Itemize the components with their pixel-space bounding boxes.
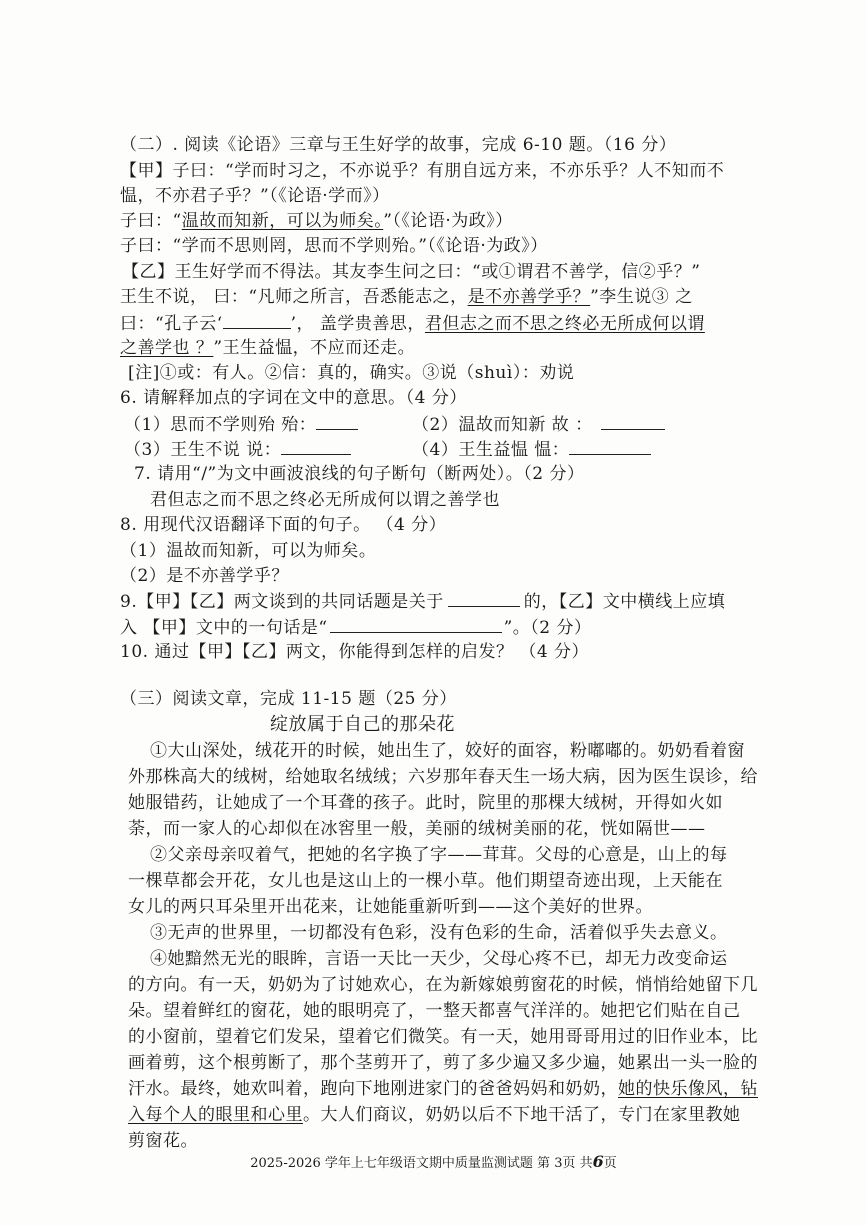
q6-answer-1[interactable] [316,413,358,430]
question-9-line-2 [120,616,592,639]
jia-line-3-a: 子曰：“ [120,211,182,231]
yi-line-2-underlined: 是不亦善学乎？ [467,287,591,307]
article-title: 绽放属于自己的那朵花 [270,714,455,735]
p1-line-3: 她服错药，让她成了一个耳聋的孩子。此时，院里的那棵大绒树，开得如火如 [128,793,723,813]
p4-line-3: 朵。望着鲜红的窗花，她的眼明亮了，一整天都喜气洋洋的。她把它们贴在自己 [128,1001,741,1021]
jia-line-4: 子曰：“学而不思则罔，思而不学则殆。”（《论语·为政》） [120,236,548,256]
p4-line-5: 画着剪，这个根剪断了，那个茎剪开了，剪了多少遍又多少遍，她累出一头一脸的 [128,1053,758,1073]
yi-line-1: 【乙】王生好学而不得法。其友李生问之曰：“或①谓君不善学，信②乎？” [122,262,701,282]
q6-item-3-text: （3）王生不说 说： [124,440,282,460]
quote-blank[interactable] [223,312,291,329]
p4-line-2: 的方向。有一天，奶奶为了讨她欢心，在为新嫁娘剪窗花的时候，悄悄给她留下几 [128,975,758,995]
jia-line-3-underlined: 温故而知新，可以为师矣。 [181,211,384,231]
question-6: 6. 请解释加点的字词在文中的意思。（4 分） [120,388,467,408]
q8-item-2: （2）是不亦善学乎？ [120,566,289,586]
footer-text: 2025-2026 学年上七年级语文期中质量监测试题 第 3页 共 [250,1156,593,1171]
p1-line-4: 荼，而一家人的心却似在冰窖里一般，美丽的绒树美丽的花，恍如隔世—— [128,819,706,839]
p4-line-6-underlined: 她的快乐像风，钻 [618,1079,758,1099]
q9-topic-blank[interactable] [448,590,520,607]
yi-line-2-b: ”李生说③ 之 [590,287,693,307]
q6-item-3 [124,438,351,461]
p4-line-7 [128,1104,741,1126]
q9-text-d: ”。（2 分） [503,618,592,638]
yi-line-2-a: 王生不说， 曰：“凡师之所言，吾悉能志之， [120,287,468,307]
q7-sentence: 君但志之而不思之终必无所成何以谓之善学也 [150,490,500,510]
footer-text-end: 页 [603,1156,617,1171]
p4-line-7-underlined: 入每个人的眼里和心里 [128,1105,303,1125]
p4-line-6 [128,1078,758,1100]
section2-heading: （二）. 阅读《论语》三章与王生好学的故事，完成 6-10 题。（16 分） [120,135,677,155]
p1-line-2: 外那株高大的绒树，给她取名绒绒；六岁那年春天生一场大病，因为医生误诊，给 [128,767,758,787]
yi-line-3-a: 曰：“孔子云‘ [120,314,223,334]
question-8: 8. 用现代汉语翻译下面的句子。 （4 分） [120,515,447,535]
q8-item-1: （1）温故而知新，可以为师矣。 [120,541,377,561]
yi-line-3 [120,312,705,335]
q6-answer-2[interactable] [601,413,665,430]
q6-answer-4[interactable] [569,438,651,455]
section3-heading: （三）阅读文章，完成 11-15 题（25 分） [120,689,457,709]
p4-line-7-b: 。大人们商议，奶奶以后不下地干活了，专门在家里教她 [303,1105,741,1125]
q9-text-a: 9.【甲】【乙】两文谈到的共同话题是关于 [120,592,444,612]
footer-page-total: 6 [592,1152,604,1171]
p2-line-2: 一棵草都会开花，女儿也是这山上的一棵小草。他们期望奇迹出现，上天能在 [128,871,723,891]
yi-line-4 [120,337,415,359]
p4-line-1: ④她黯然无光的眼眸，言语一天比一天少，父母心疼不已，却无力改变命运 [150,949,728,969]
yi-line-3-b: ’， 盖学贵善思， [290,314,425,334]
q6-answer-3[interactable] [281,438,351,455]
p4-line-8: 剪窗花。 [128,1131,198,1151]
q9-text-c: 入 【甲】文中的一句话是“ [120,618,328,638]
q6-item-4-text: （4）王生益愠 愠： [412,440,570,460]
jia-line-3-b: ”（《论语·为政》） [383,211,513,231]
q6-item-1 [124,413,358,436]
q6-item-1-text: （1）思而不学则殆 殆： [124,415,317,435]
q6-item-2-text: （2）温故而知新 故 ： [412,415,593,435]
page-footer [0,1152,867,1171]
p4-line-6-a: 汗水。最终，她欢叫着，跑向下地刚进家门的爸爸妈妈和奶奶， [128,1079,618,1099]
q9-text-b: 的，【乙】文中横线上应填 [523,592,726,612]
p2-line-1: ②父亲母亲叹着气，把她的名字换了字——茸茸。父母的心意是，山上的每 [150,845,728,865]
yi-line-3-wavy: 君但志之而不思之终必无所成何以谓 [424,314,705,334]
q6-item-2 [412,413,665,436]
question-7: 7. 请用“/”为文中画波浪线的句子断句（断两处）。（2 分） [134,464,585,484]
q9-quote-blank[interactable] [330,616,502,633]
yi-line-4-b: ”王生益愠，不应而还走。 [213,338,416,358]
q6-item-4 [412,438,651,461]
question-9-line-1 [120,590,725,613]
p3-line-1: ③无声的世界里，一切都没有色彩，没有色彩的生命，活着似乎失去意义。 [150,923,728,943]
notes: [注]①或：有人。②信：真的，确实。③说（shuì）：劝说 [128,363,575,383]
jia-line-2: 愠，不亦君子乎？”（《论语·学而》） [120,186,390,206]
jia-line-3 [120,210,513,232]
yi-line-4-wavy: 之善学也 ？ [120,338,214,358]
p4-line-4: 的小窗前，望着它们发呆，望着它们微笑。有一天，她用哥哥用过的旧作业本，比 [128,1027,758,1047]
jia-line-1: 【甲】子曰：“学而时习之，不亦说乎？有朋自远方来，不亦乐乎？人不知而不 [120,161,725,181]
question-10: 10. 通过【甲】【乙】两文，你能得到怎样的启发？ （4 分） [120,642,590,662]
yi-line-2 [120,286,693,308]
p1-line-1: ①大山深处，绒花开的时候，她出生了，姣好的面容，粉嘟嘟的。奶奶看着窗 [150,741,745,761]
p2-line-3: 女儿的两只耳朵里开出花来，让她能重新听到——这个美好的世界。 [128,897,653,917]
